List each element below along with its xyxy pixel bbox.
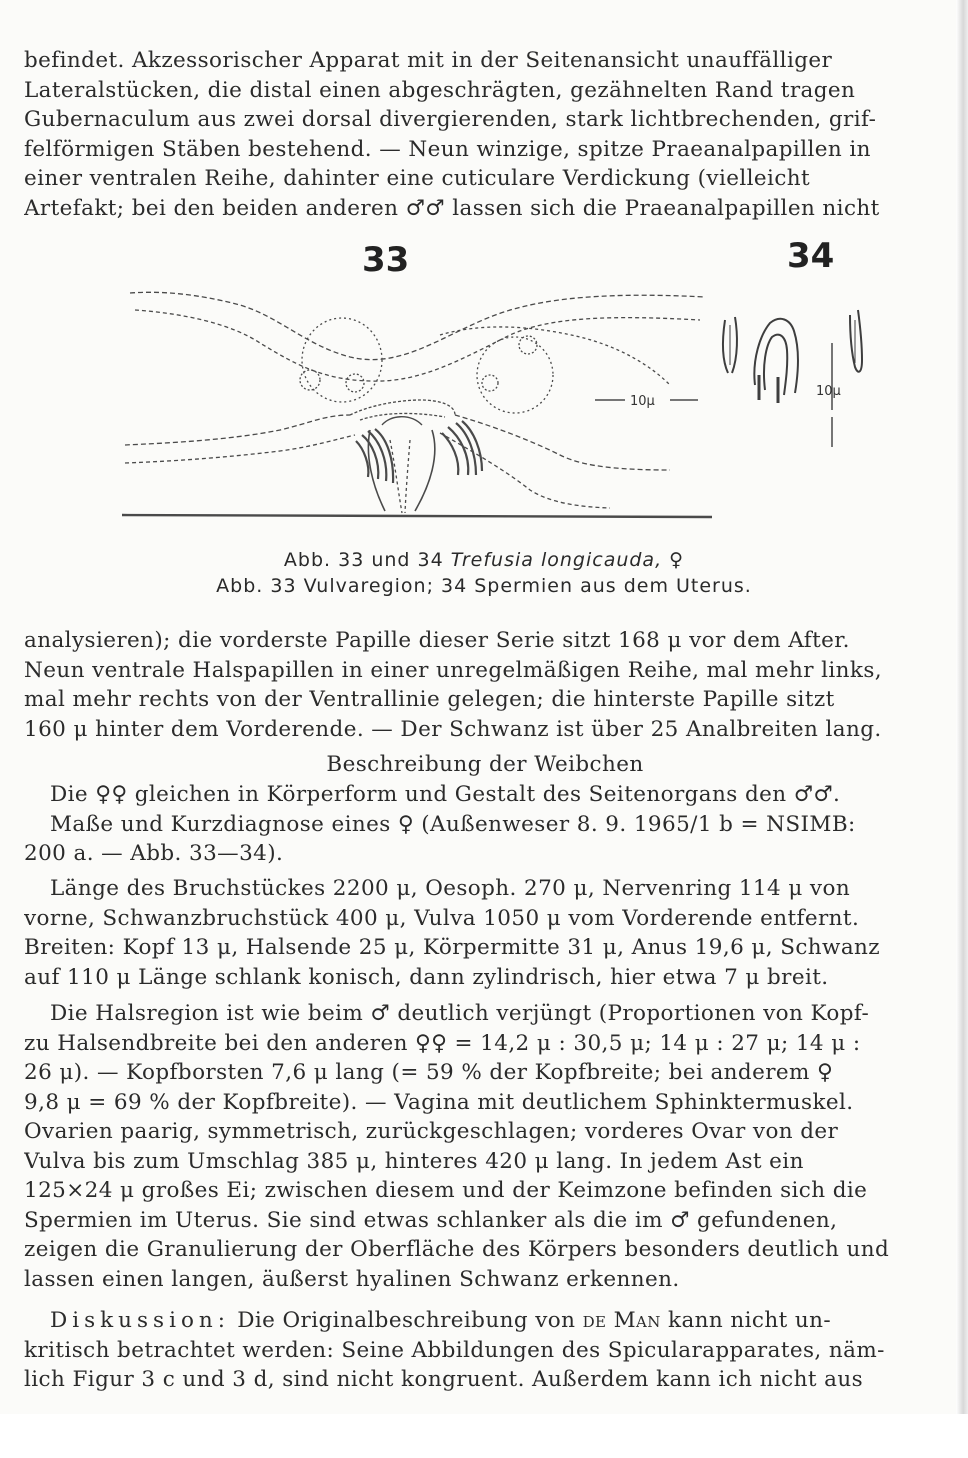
text-line: Spermien im Uterus. Sie sind etwas schlanker als die im ♂ gefundenen, — [24, 1207, 838, 1233]
figure-caption — [0, 547, 968, 599]
paragraph-measurements — [24, 874, 946, 992]
text-line: Gubernaculum aus zwei dorsal divergierenden, stark lichtbrechenden, grif- — [24, 107, 877, 132]
scale-bar-34-label: 10μ — [816, 384, 841, 399]
caption-sex: ♀ — [662, 549, 685, 571]
author-name: de Man — [582, 1308, 661, 1333]
egg-left — [302, 318, 382, 402]
text-line: 9,8 μ = 69 % der Kopfbreite). — Vagina mit deutlichem Sphinktermuskel. — [24, 1089, 854, 1115]
section-heading: Beschreibung der Weibchen — [326, 752, 644, 777]
body-contour-inner — [135, 310, 700, 381]
text-line: lassen einen langen, äußerst hyalinen Schwanz erkennen. — [24, 1266, 680, 1292]
text-line: Maße und Kurzdiagnose eines ♀ (Außenweser 8. 9. 1965/1 b = NSIMB: — [50, 811, 856, 837]
figure-baseline — [122, 515, 712, 517]
discussion-text: kann nicht un- — [660, 1308, 832, 1333]
spermatozoa-drawing — [723, 310, 862, 447]
text-line: Artefakt; bei den beiden anderen ♂♂ lassen sich die Praeanalpapillen nicht — [24, 195, 880, 221]
text-line: 160 μ hinter dem Vorderende. — Der Schwanz ist über 25 Analbreiten lang. — [24, 716, 882, 742]
section-heading-container — [24, 750, 946, 780]
text-line: 200 a. — Abb. 33—34). — [24, 841, 284, 866]
text-line — [24, 1306, 946, 1336]
figure-33-label: 33 — [362, 240, 410, 280]
figure-drawing — [110, 265, 890, 540]
text-line: kritisch betrachtet werden: Seine Abbildungen des Spicularapparates, näm- — [24, 1337, 885, 1363]
figure-34-label: 34 — [787, 236, 835, 276]
bottom-margin — [0, 1414, 968, 1458]
discussion-text: Die Originalbeschreibung von — [230, 1308, 583, 1333]
text-line: felförmigen Stäben bestehend. — Neun winzige, spitze Praeanalpapillen in — [24, 136, 871, 162]
text-line: 125×24 μ großes Ei; zwischen diesem und der Keimzone befinden sich die — [24, 1178, 868, 1203]
vulva-region-drawing — [122, 292, 712, 517]
text-line: mal mehr rechts von der Ventrallinie gelegen; die hinterste Papille sitzt — [24, 687, 835, 712]
body-contour-outer — [130, 292, 705, 359]
paragraph-accessory-apparatus — [24, 46, 946, 223]
text-line: Breiten: Kopf 13 μ, Halsende 25 μ, Körpermitte 31 μ, Anus 19,6 μ, Schwanz — [24, 935, 881, 960]
text-line: Neun ventrale Halspapillen in einer unregelmäßigen Reihe, mal mehr links, — [24, 657, 883, 683]
text-line: einer ventralen Reihe, dahinter eine cuticulare Verdickung (vielleicht — [24, 166, 811, 191]
paragraph-female-intro — [24, 780, 946, 869]
text-line: vorne, Schwanzbruchstück 400 μ, Vulva 1050 μ vom Vorderende entfernt. — [24, 905, 860, 931]
text-line: zu Halsendbreite bei den anderen ♀♀ = 14,2 μ : 30,5 μ; 14 μ : 27 μ; 14 μ : — [24, 1030, 861, 1056]
text-line: Lateralstücken, die distal einen abgeschrägten, gezähnelten Rand tragen — [24, 77, 856, 103]
page-edge-shadow — [956, 0, 968, 1458]
text-line: Vulva bis zum Umschlag 385 μ, hinteres 420 μ lang. In jedem Ast ein — [24, 1148, 804, 1174]
text-line: auf 110 μ Länge schlank konisch, dann zylindrisch, hier etwa 7 μ breit. — [24, 964, 829, 990]
caption-prefix: Abb. 33 und 34 — [283, 549, 451, 571]
scale-bar-33-label: 10μ — [630, 394, 655, 409]
text-line: Die Halsregion ist wie beim ♂ deutlich verjüngt (Proportionen von Kopf- — [50, 1001, 870, 1026]
text-line: befindet. Akzessorischer Apparat mit in der Seitenansicht unauffälliger — [24, 48, 833, 73]
text-line: Ovarien paarig, symmetrisch, zurückgeschlagen; vorderes Ovar von der — [24, 1119, 839, 1144]
sphincter-left — [356, 429, 393, 483]
text-line: 26 μ). — Kopfborsten 7,6 μ lang (= 59 % der Kopfbreite; bei anderem ♀ — [24, 1060, 834, 1085]
egg-right — [477, 337, 553, 413]
paragraph-male-papillae — [24, 626, 946, 744]
text-line: lich Figur 3 c und 3 d, sind nicht kongruent. Außerdem kann ich nicht aus — [24, 1367, 864, 1392]
caption-species: Trefusia longicauda, — [450, 549, 663, 571]
text-line: zeigen die Granulierung der Oberfläche des Körpers besonders deutlich und — [24, 1237, 890, 1262]
caption-line-2: Abb. 33 Vulvaregion; 34 Spermien aus dem Uterus. — [216, 575, 752, 597]
text-line: analysieren); die vorderste Papille dieser Serie sitzt 168 μ vor dem After. — [24, 628, 850, 653]
text-line: Länge des Bruchstückes 2200 μ, Oesoph. 270 μ, Nervenring 114 μ von — [50, 876, 851, 901]
paragraph-discussion — [24, 1306, 946, 1395]
paragraph-neck-region — [24, 999, 946, 1294]
text-line: Die ♀♀ gleichen in Körperform und Gestalt des Seitenorgans den ♂♂. — [50, 782, 841, 807]
discussion-label: Diskussion: — [50, 1308, 231, 1333]
sphincter-right — [442, 421, 482, 475]
